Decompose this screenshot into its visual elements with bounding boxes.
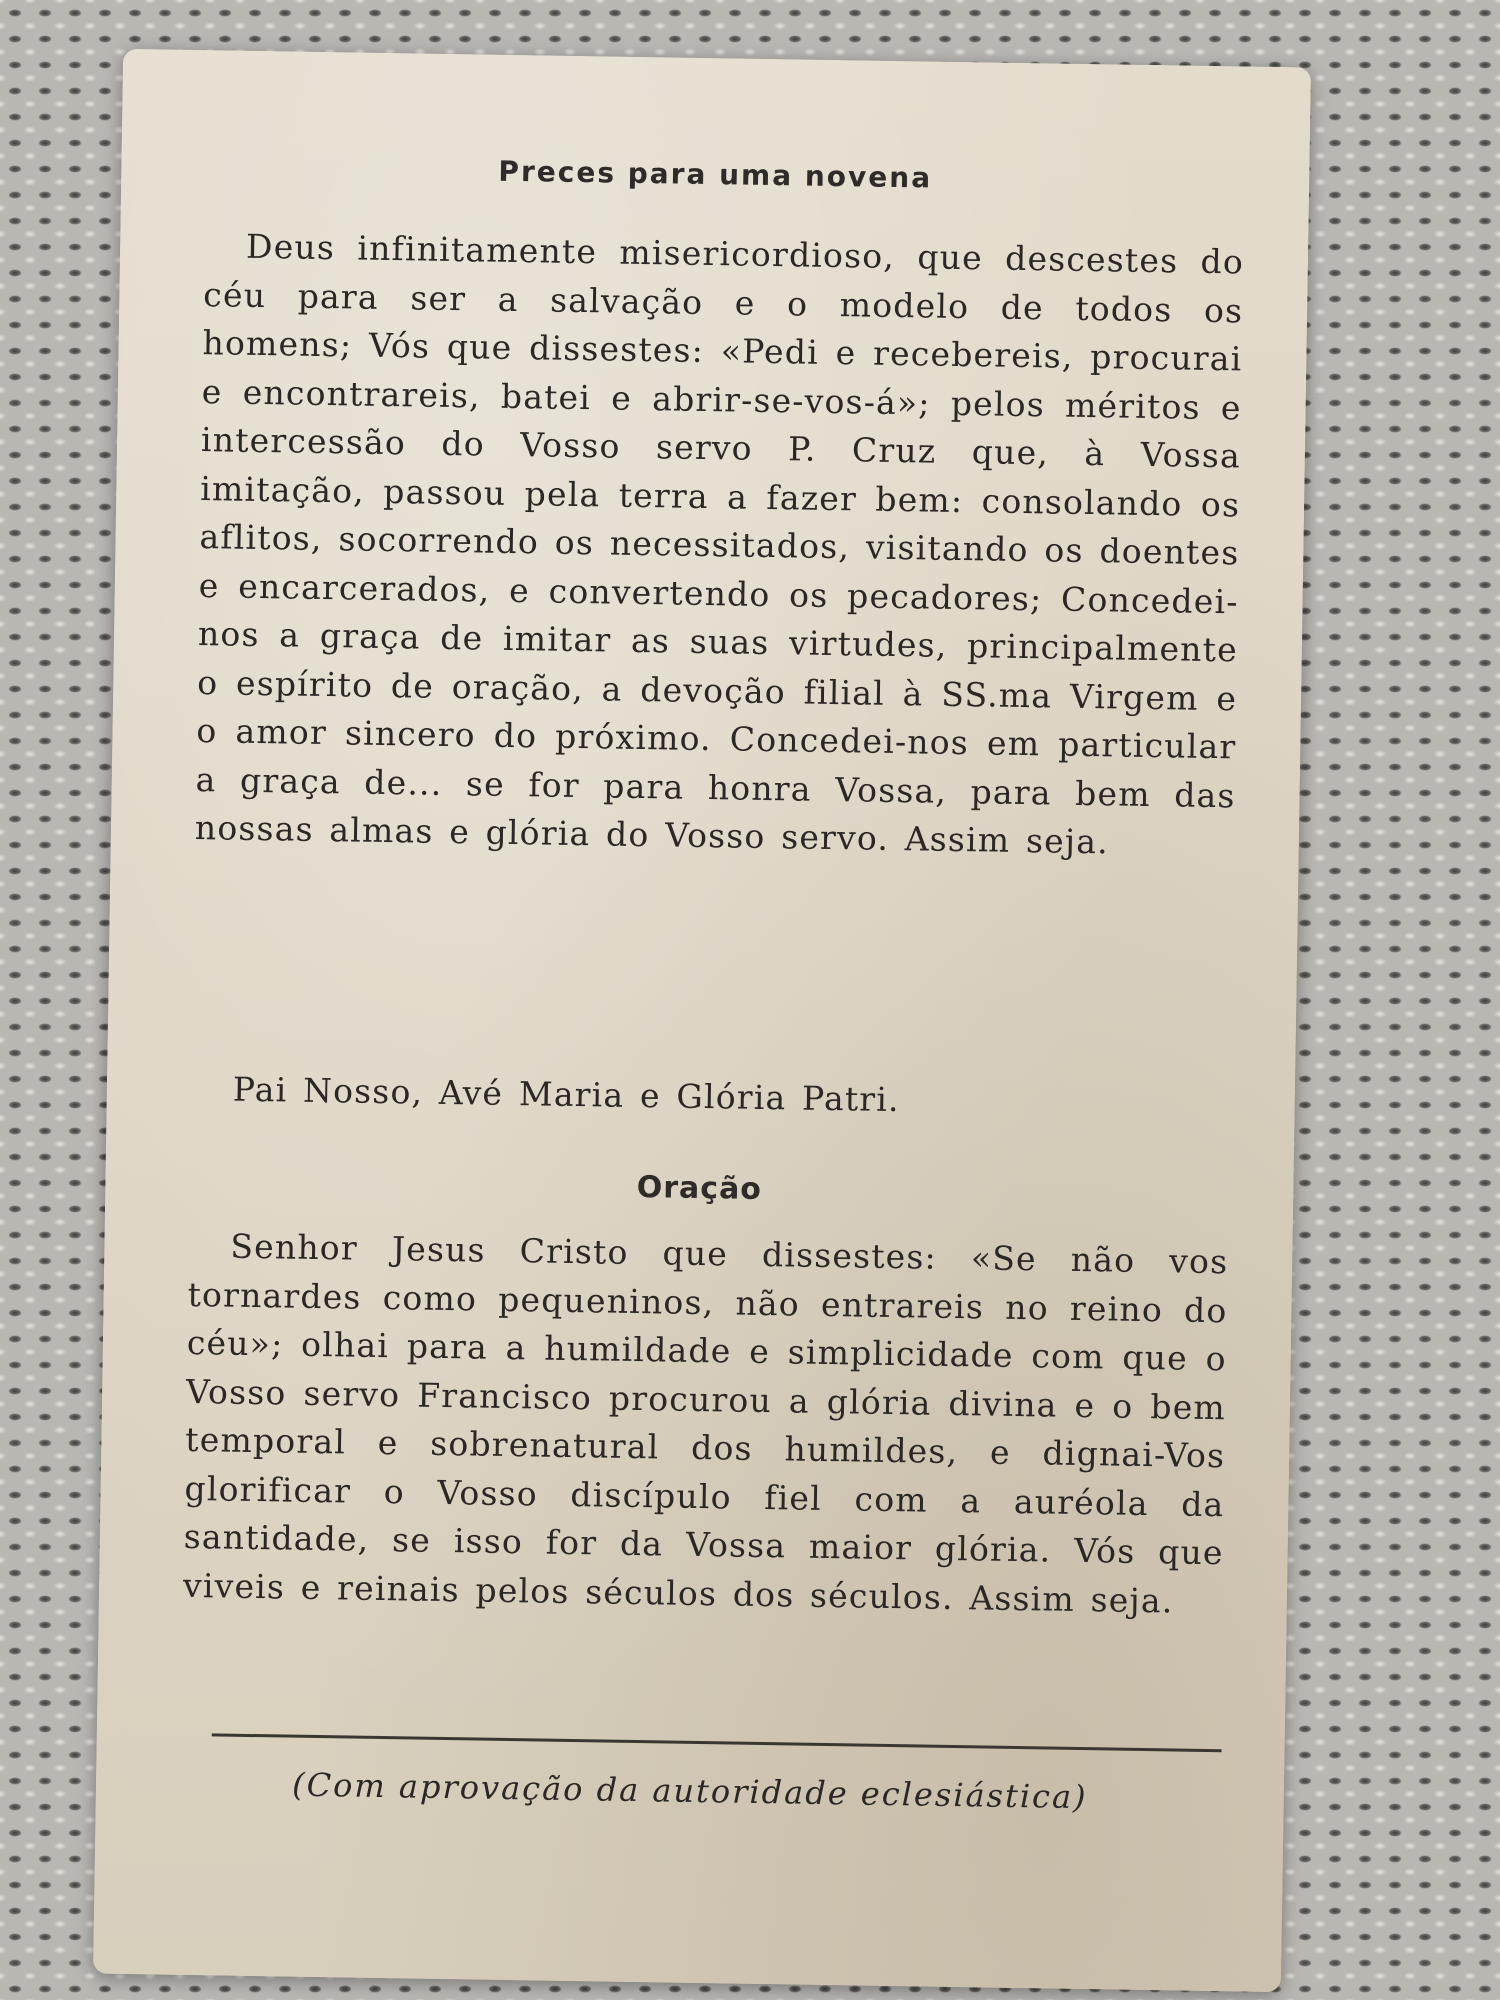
- divider-line: [212, 1733, 1222, 1752]
- oracao-paragraph: Senhor Jesus Cristo que dissestes: «Se não vos tornardes como pequeninos, não entrareis no reino do céu»; olhai para a humildade e simplicidade com que o Vosso servo Francisco procurou a glória divina e o bem temporal e sobrenatural dos humildes, e dignai-Vos glorificar o Vosso discípulo fiel com a auréola da santidade, se isso for da Vossa maior glória. Vós que viveis e reinais pelos séculos dos séculos. Assim seja.: [182, 1226, 1229, 1620]
- closing-prayers-line: Pai Nosso, Avé Maria e Glória Patri.: [232, 1069, 901, 1120]
- novena-title: Preces para uma novena: [498, 154, 933, 195]
- oracao-title: Oração: [636, 1169, 763, 1207]
- prayer-card: [93, 49, 1311, 1992]
- ecclesiastical-approval-note: (Com aprovação da autoridade eclesiástica): [291, 1765, 1088, 1817]
- novena-prayer-paragraph: Deus infinitamente misericordioso, que descestes do céu para ser a salvação e o modelo de todos os homens; Vós que dissestes: «Pedi e recebereis, procurai e encontrareis, batei e abrir-se-vos-á»; pelos méritos e intercessão do Vosso servo P. Cruz que, à Vossa imitação, passou pela terra a fazer bem: consolando os aflitos, socorrendo os necessitados, visitando os doentes e encarcerados, e convertendo os pecadores; Concedei-nos a graça de imitar as suas virtudes, principalmente o espírito de oração, a devoção filial à SS.ma Virgem e o amor sincero do próximo. Concedei-nos em particular a graça de... se for para honra Vossa, para bem das nossas almas e glória do Vosso servo. Assim seja.: [194, 226, 1245, 862]
